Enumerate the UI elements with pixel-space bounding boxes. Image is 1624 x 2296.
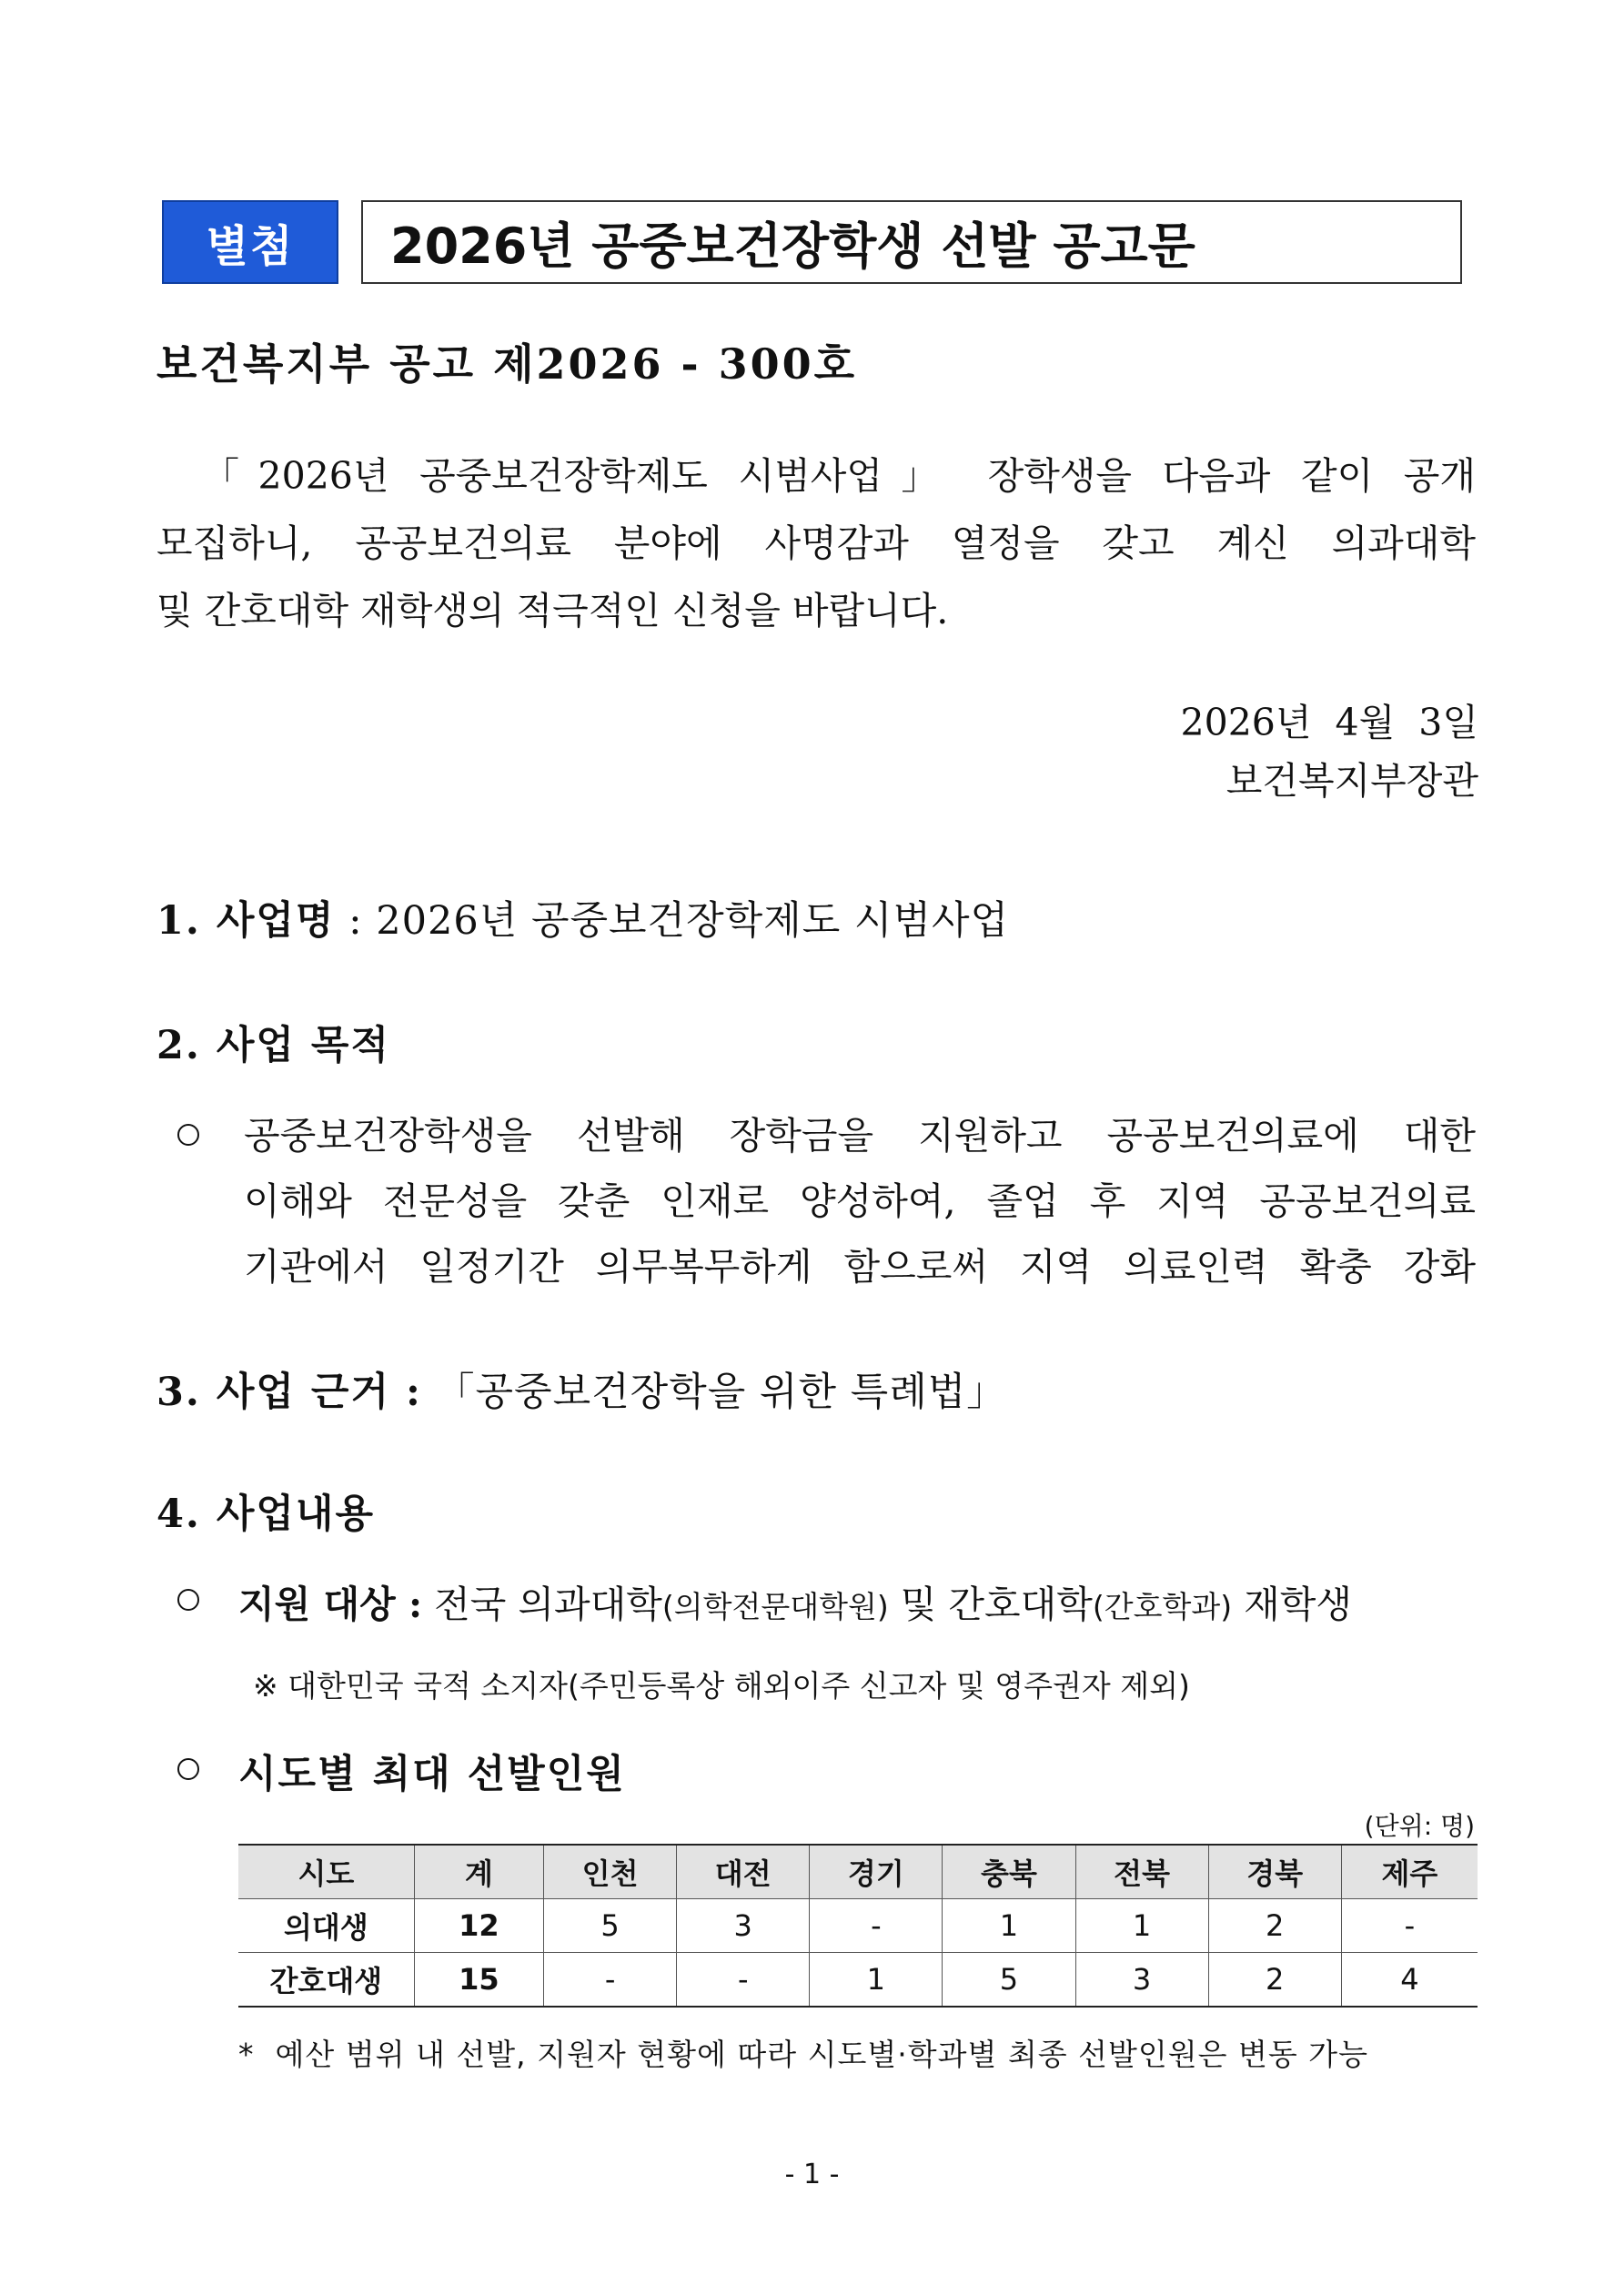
intro-line: 모집하니, 공공보건의료 분야에 사명감과 열정을 갖고 계신 의과대학 (156, 521, 1476, 565)
section-2-body (244, 1103, 1476, 1300)
purpose-line: 이해와 전문성을 갖춘 인재로 양성하여, 졸업 후 지역 공공보건의료 (244, 1179, 1476, 1223)
section-3-label: 3. 사업 근거 : (156, 1370, 422, 1415)
signature-block (1181, 693, 1478, 810)
table-cell: 간호대생 (238, 1953, 414, 2008)
table-cell: 15 (414, 1953, 543, 2008)
table-header-row (238, 1845, 1478, 1899)
table-cell: 1 (1075, 1899, 1208, 1953)
table-cell: 4 (1341, 1953, 1478, 2008)
quota-table (238, 1844, 1478, 2008)
intro-line: 「2026년 공중보건장학제도 시범사업」 장학생을 다음과 같이 공개 (202, 454, 1476, 498)
purpose-line: 공중보건장학생을 선발해 장학금을 지원하고 공공보건의료에 대한 (244, 1114, 1476, 1158)
section-3 (156, 1361, 1006, 1417)
section-1 (156, 890, 1009, 946)
section-3-text: 「공중보건장학을 위한 특례법」 (421, 1370, 1007, 1415)
target-text: 및 간호대학 (888, 1583, 1093, 1626)
table-cell: 2 (1208, 1899, 1341, 1953)
attachment-badge: 별첨 (162, 200, 338, 284)
table-cell: 3 (677, 1899, 810, 1953)
intro-line: 및 간호대학 재학생의 적극적인 신청을 바랍니다. (156, 589, 949, 632)
table-cell: 의대생 (238, 1899, 414, 1953)
bullet-circle-icon (177, 1124, 199, 1146)
target-text: 재학생 (1232, 1583, 1352, 1626)
table-header-cell: 계 (414, 1845, 543, 1899)
table-row (238, 1953, 1478, 2008)
table-header-cell: 경북 (1208, 1845, 1341, 1899)
table-header-cell: 대전 (677, 1845, 810, 1899)
table-cell: 3 (1075, 1953, 1208, 2008)
section-4-label: 4. 사업내용 (156, 1492, 376, 1537)
bullet-circle-icon (177, 1589, 199, 1611)
unit-label: (단위: 명) (1364, 1811, 1475, 1841)
table-cell: 12 (414, 1899, 543, 1953)
page-title: 2026년 공중보건장학생 선발 공고문 (361, 200, 1462, 284)
section-1-label: 1. 사업명 (156, 898, 336, 944)
page-number: - 1 - (784, 2159, 840, 2190)
bullet-circle-icon (177, 1758, 199, 1780)
quota-title: 시도별 최대 선발인원 (238, 1752, 626, 1797)
table-cell: - (810, 1899, 943, 1953)
table-cell: 1 (810, 1953, 943, 2008)
table-cell: 1 (943, 1899, 1075, 1953)
table-footnote: * 예산 범위 내 선발, 지원자 현황에 따라 시도별·학과별 최종 선발인원은 변동 가능 (238, 2037, 1368, 2072)
support-target-label: 지원 대상 : (238, 1583, 423, 1626)
table-header-cell: 경기 (810, 1845, 943, 1899)
target-text: (간호학과) (1092, 1589, 1233, 1624)
eligibility-note: ※ 대한민국 국적 소지자(주민등록상 해외이주 신고자 및 영주권자 제외) (253, 1668, 1190, 1704)
table-cell: 2 (1208, 1953, 1341, 2008)
table-cell: 5 (943, 1953, 1075, 2008)
target-text: (의학전문대학원) (661, 1589, 889, 1624)
section-1-text: : 2026년 공중보건장학제도 시범사업 (335, 898, 1010, 944)
table-cell: - (544, 1953, 677, 2008)
section-2-label: 2. 사업 목적 (156, 1023, 390, 1068)
support-target (238, 1574, 1352, 1628)
table-header-cell: 제주 (1341, 1845, 1478, 1899)
purpose-line: 기관에서 일정기간 의무복무하게 함으로써 지역 의료인력 확충 강화 (244, 1245, 1476, 1289)
table-cell: 5 (544, 1899, 677, 1953)
table-cell: - (677, 1953, 810, 2008)
intro-paragraph (156, 442, 1476, 644)
table-header-cell: 전북 (1075, 1845, 1208, 1899)
table-header-cell: 시도 (238, 1845, 414, 1899)
target-text: 전국 의과대학 (422, 1583, 662, 1626)
table-row (238, 1899, 1478, 1953)
table-header-cell: 인천 (544, 1845, 677, 1899)
notice-number: 보건복지부 공고 제2026 - 300호 (156, 339, 858, 389)
table-cell: - (1341, 1899, 1478, 1953)
notice-date: 2026년 4월 3일 (1180, 701, 1478, 744)
issuer: 보건복지부장관 (1226, 759, 1478, 803)
table-header-cell: 충북 (943, 1845, 1075, 1899)
